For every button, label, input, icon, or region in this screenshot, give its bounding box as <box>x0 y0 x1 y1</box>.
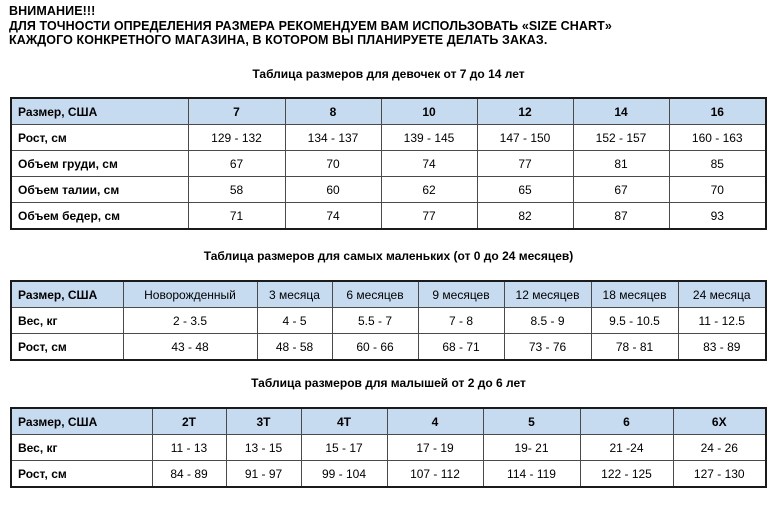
table-cell: 15 - 17 <box>301 435 387 461</box>
table-cell: 60 <box>285 177 381 203</box>
header-cell: 10 <box>381 98 477 125</box>
table-row <box>11 203 766 230</box>
size-table-babies <box>10 280 767 361</box>
table-cell: 43 - 48 <box>123 334 257 361</box>
header-cell: Размер, США <box>11 408 152 435</box>
table-row <box>11 461 766 488</box>
header-cell: 12 месяцев <box>504 281 591 308</box>
warning-line: ДЛЯ ТОЧНОСТИ ОПРЕДЕЛЕНИЯ РАЗМЕРА РЕКОМЕНДУЕМ ВАМ ИСПОЛЬЗОВАТЬ «SIZE CHART» <box>9 18 612 33</box>
table-cell: 78 - 81 <box>591 334 678 361</box>
table-title-toddlers: Таблица размеров для малышей от 2 до 6 лет <box>251 376 526 390</box>
table-cell: 11 - 13 <box>152 435 226 461</box>
table-cell: 81 <box>573 151 669 177</box>
warning-line: КАЖДОГО КОНКРЕТНОГО МАГАЗИНА, В КОТОРОМ ВЫ ПЛАНИРУЕТЕ ДЕЛАТЬ ЗАКАЗ. <box>9 33 548 47</box>
table-cell: 5.5 - 7 <box>332 308 418 334</box>
table-cell: 122 - 125 <box>580 461 673 488</box>
table-cell: 68 - 71 <box>418 334 504 361</box>
table-cell: 160 - 163 <box>669 125 766 151</box>
row-label: Вес, кг <box>11 435 152 461</box>
table-cell: 4 - 5 <box>257 308 332 334</box>
header-cell: 5 <box>483 408 580 435</box>
table-cell: 152 - 157 <box>573 125 669 151</box>
header-cell: 16 <box>669 98 766 125</box>
table-cell: 99 - 104 <box>301 461 387 488</box>
table-cell: 13 - 15 <box>226 435 301 461</box>
row-label: Рост, см <box>11 334 123 361</box>
header-cell: 4 <box>387 408 483 435</box>
table-cell: 134 - 137 <box>285 125 381 151</box>
table-cell: 58 <box>188 177 285 203</box>
table-cell: 70 <box>285 151 381 177</box>
table-cell: 91 - 97 <box>226 461 301 488</box>
header-cell: Размер, США <box>11 98 188 125</box>
table-cell: 71 <box>188 203 285 230</box>
table-title-babies: Таблица размеров для самых маленьких (от 0 до 24 месяцев) <box>203 249 574 263</box>
table-row <box>11 435 766 461</box>
header-cell: 4T <box>301 408 387 435</box>
warning-block <box>9 4 612 48</box>
table-cell: 74 <box>381 151 477 177</box>
row-label: Объем груди, см <box>11 151 188 177</box>
table-header-row <box>11 98 766 125</box>
table-cell: 9.5 - 10.5 <box>591 308 678 334</box>
table-cell: 17 - 19 <box>387 435 483 461</box>
row-label: Вес, кг <box>11 308 123 334</box>
header-cell: 24 месяца <box>678 281 766 308</box>
header-cell: 6 месяцев <box>332 281 418 308</box>
table-cell: 82 <box>477 203 573 230</box>
table-cell: 74 <box>285 203 381 230</box>
table-row <box>11 308 766 334</box>
table-cell: 107 - 112 <box>387 461 483 488</box>
header-cell: 18 месяцев <box>591 281 678 308</box>
table-row <box>11 125 766 151</box>
size-table-girls <box>10 97 767 230</box>
table-row <box>11 334 766 361</box>
table-cell: 67 <box>188 151 285 177</box>
table-cell: 67 <box>573 177 669 203</box>
table-cell: 21 -24 <box>580 435 673 461</box>
table-cell: 73 - 76 <box>504 334 591 361</box>
table-cell: 2 - 3.5 <box>123 308 257 334</box>
table-cell: 48 - 58 <box>257 334 332 361</box>
table-row <box>11 151 766 177</box>
table-cell: 77 <box>477 151 573 177</box>
table-cell: 84 - 89 <box>152 461 226 488</box>
header-cell: 6 <box>580 408 673 435</box>
row-label: Рост, см <box>11 461 152 488</box>
table-cell: 147 - 150 <box>477 125 573 151</box>
header-cell: 12 <box>477 98 573 125</box>
table-header-row <box>11 408 766 435</box>
header-cell: 7 <box>188 98 285 125</box>
table-cell: 62 <box>381 177 477 203</box>
table-cell: 7 - 8 <box>418 308 504 334</box>
header-cell: 3 месяца <box>257 281 332 308</box>
warning-title: ВНИМАНИЕ!!! <box>9 4 96 18</box>
header-cell: 6X <box>673 408 766 435</box>
row-label: Рост, см <box>11 125 188 151</box>
table-row <box>11 177 766 203</box>
table-cell: 19- 21 <box>483 435 580 461</box>
table-cell: 85 <box>669 151 766 177</box>
table-cell: 70 <box>669 177 766 203</box>
table-cell: 87 <box>573 203 669 230</box>
header-cell: 14 <box>573 98 669 125</box>
table-cell: 127 - 130 <box>673 461 766 488</box>
header-cell: 9 месяцев <box>418 281 504 308</box>
table-cell: 24 - 26 <box>673 435 766 461</box>
table-cell: 60 - 66 <box>332 334 418 361</box>
table-cell: 11 - 12.5 <box>678 308 766 334</box>
header-cell: 3T <box>226 408 301 435</box>
table-header-row <box>11 281 766 308</box>
table-title-girls: Таблица размеров для девочек от 7 до 14 лет <box>252 67 525 81</box>
table-cell: 93 <box>669 203 766 230</box>
table-cell: 139 - 145 <box>381 125 477 151</box>
table-cell: 77 <box>381 203 477 230</box>
header-cell: 8 <box>285 98 381 125</box>
header-cell: Новорожденный <box>123 281 257 308</box>
table-cell: 8.5 - 9 <box>504 308 591 334</box>
table-cell: 65 <box>477 177 573 203</box>
table-cell: 129 - 132 <box>188 125 285 151</box>
table-cell: 83 - 89 <box>678 334 766 361</box>
header-cell: Размер, США <box>11 281 123 308</box>
row-label: Объем талии, см <box>11 177 188 203</box>
header-cell: 2T <box>152 408 226 435</box>
table-cell: 114 - 119 <box>483 461 580 488</box>
size-table-toddlers <box>10 407 767 488</box>
row-label: Объем бедер, см <box>11 203 188 230</box>
